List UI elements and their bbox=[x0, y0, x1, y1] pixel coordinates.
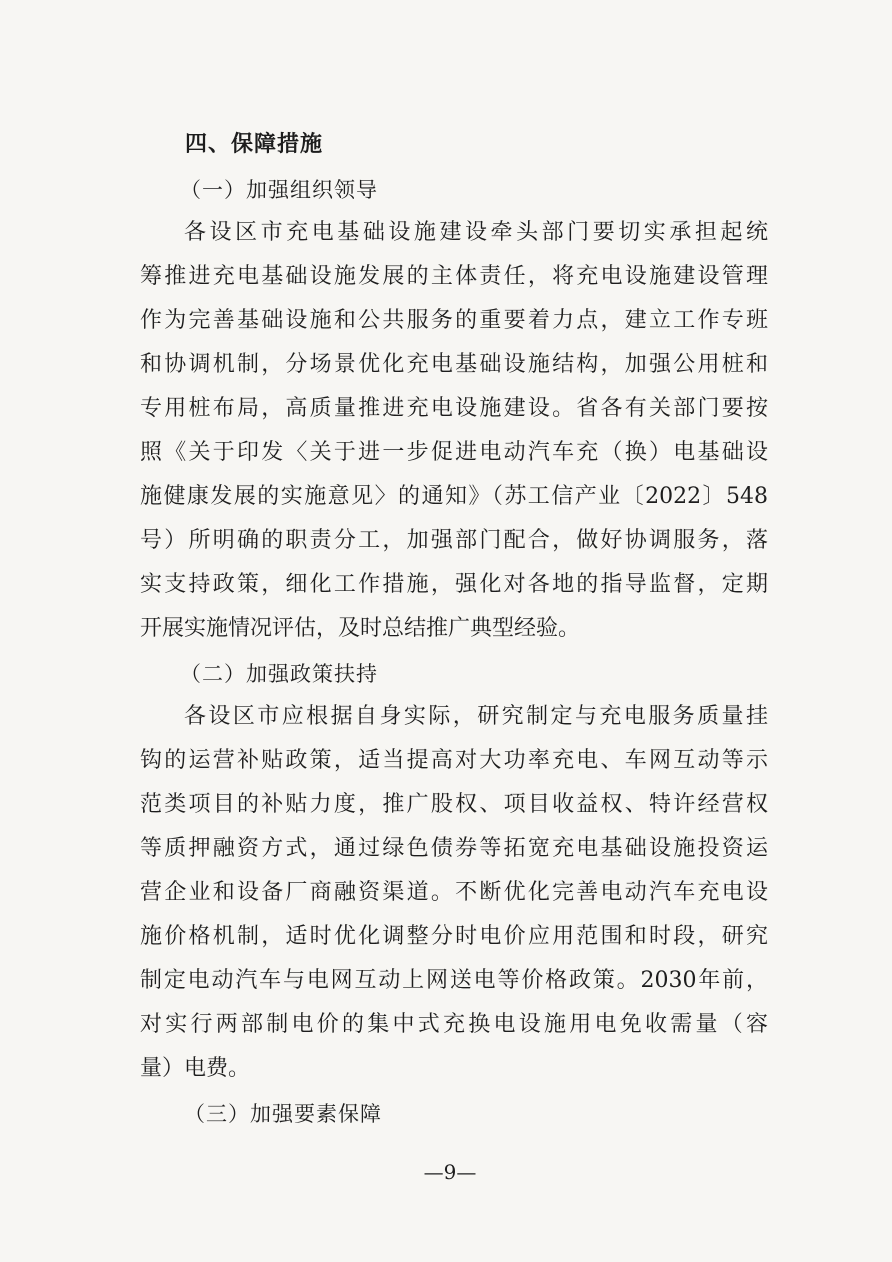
paragraph-line: 对实行两部制电价的集中式充换电设施用电免收需量（容 bbox=[140, 1012, 768, 1037]
paragraph-line: 作为完善基础设施和公共服务的重要着力点，建立工作专班 bbox=[140, 308, 768, 333]
paragraph-line: 和协调机制，分场景优化充电基础设施结构，加强公用桩和 bbox=[140, 352, 768, 377]
paragraph-line: 筹推进充电基础设施发展的主体责任，将充电设施建设管理 bbox=[140, 264, 768, 289]
paragraph-line: 制定电动汽车与电网互动上网送电等价格政策。2030年前， bbox=[140, 968, 768, 993]
paragraph-line: 照《关于印发〈关于进一步促进电动汽车充（换）电基础设 bbox=[140, 440, 768, 465]
paragraph-line: 等质押融资方式，通过绿色债券等拓宽充电基础设施投资运 bbox=[140, 836, 768, 861]
paragraph-line: 施健康发展的实施意见〉的通知》（苏工信产业〔2022〕548 bbox=[140, 484, 768, 509]
paragraph-1 bbox=[140, 211, 768, 651]
paragraph-line: 范类项目的补贴力度，推广股权、项目收益权、特许经营权 bbox=[140, 792, 768, 817]
paragraph-line: 开展实施情况评估，及时总结推广典型经验。 bbox=[140, 616, 581, 641]
subsection-title-1: （一）加强组织领导 bbox=[180, 178, 378, 202]
paragraph-line: 营企业和设备厂商融资渠道。不断优化完善电动汽车充电设 bbox=[140, 880, 768, 905]
paragraph-line: 各设区市应根据自身实际，研究制定与充电服务质量挂 bbox=[184, 704, 768, 729]
paragraph-line: 钩的运营补贴政策，适当提高对大功率充电、车网互动等示 bbox=[140, 748, 768, 773]
paragraph-line: 号）所明确的职责分工，加强部门配合，做好协调服务，落 bbox=[140, 528, 768, 553]
paragraph-line: 专用桩布局，高质量推进充电设施建设。省各有关部门要按 bbox=[140, 396, 768, 421]
page-number: —9— bbox=[423, 1160, 477, 1184]
paragraph-2 bbox=[140, 695, 768, 1091]
paragraph-line: 施价格机制，适时优化调整分时电价应用范围和时段，研究 bbox=[140, 924, 768, 949]
section-heading: 四、保障措施 bbox=[185, 132, 324, 157]
subsection-title-3: （三）加强要素保障 bbox=[184, 1102, 382, 1126]
paragraph-line: 量）电费。 bbox=[140, 1056, 251, 1081]
paragraph-line: 各设区市充电基础设施建设牵头部门要切实承担起统 bbox=[184, 220, 768, 245]
subsection-title-2: （二）加强政策扶持 bbox=[180, 662, 378, 686]
paragraph-line: 实支持政策，细化工作措施，强化对各地的指导监督，定期 bbox=[140, 572, 768, 597]
